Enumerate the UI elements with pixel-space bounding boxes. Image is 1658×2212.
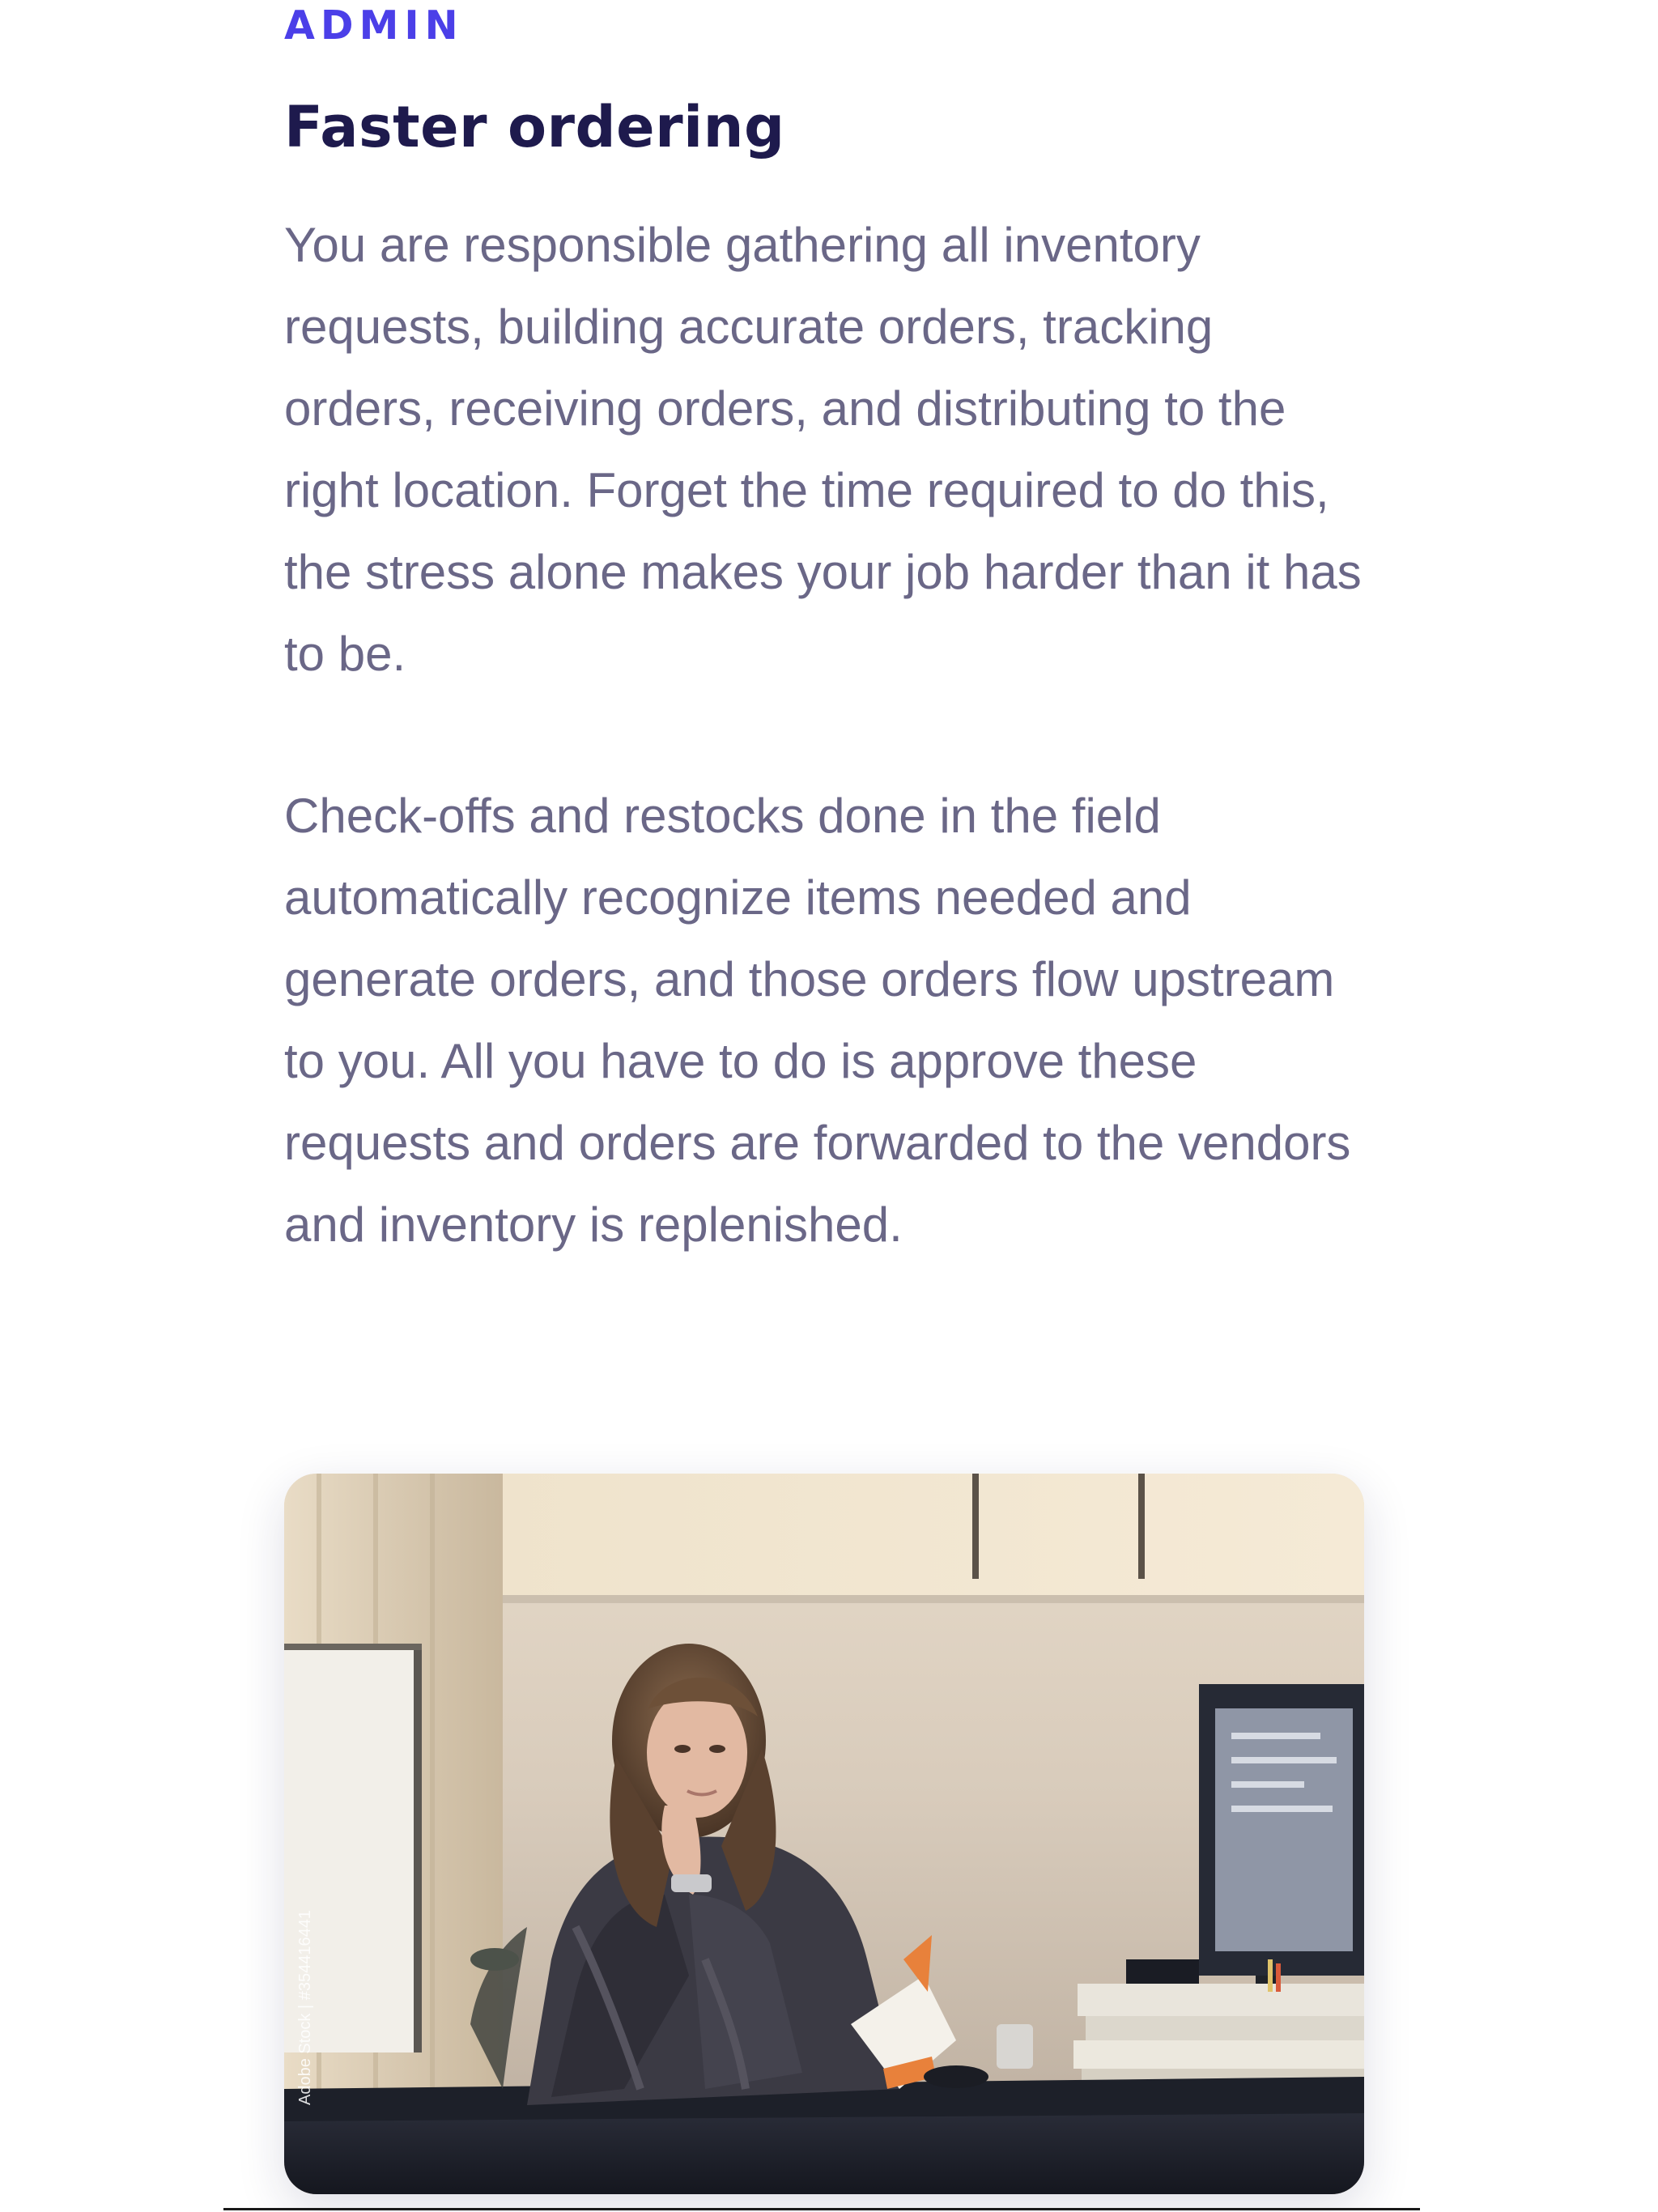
section-eyebrow: ADMIN — [284, 2, 464, 49]
body-paragraph: Check-offs and restocks done in the field automatically recognize items needed and generate orders, and those orders flow upstream to you. All you have to do is approve these requests and orders are forwarded to the vendors and inventory is replenished. — [284, 789, 1351, 1252]
body-paragraph: You are responsible gathering all inventory requests, building accurate orders, tracking orders, receiving orders, and distributing to the right location. Forget the time required to do this, the stress alone makes your job harder than it has to be. — [284, 218, 1362, 681]
image-credit: Adobe Stock | #354416441 — [296, 1910, 314, 2105]
office-worker-photo — [284, 1474, 1364, 2194]
section-title: Faster ordering — [284, 94, 785, 160]
divider — [223, 2208, 1420, 2210]
